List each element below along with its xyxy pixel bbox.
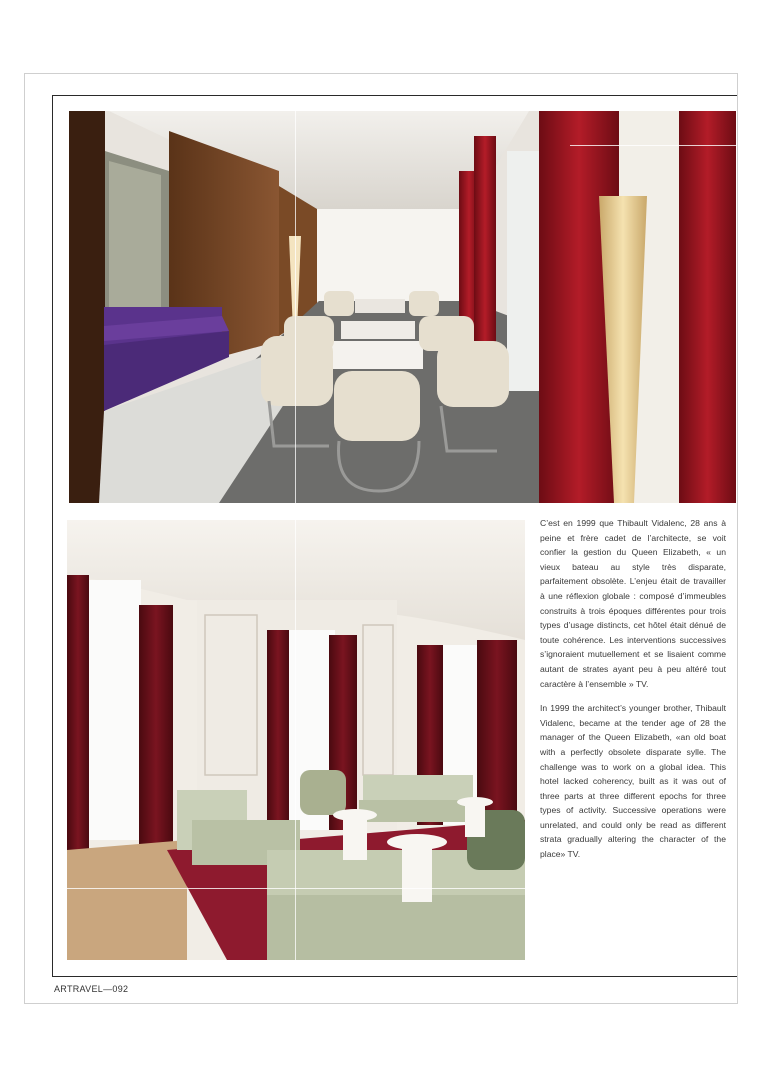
horizontal-rule-top [570,145,736,146]
lounge-illustration [67,520,525,960]
dining-room-illustration [69,111,736,503]
page-folio: ARTRAVEL—092 [54,984,129,994]
french-paragraph: C’est en 1999 que Thibault Vidalenc, 28 ans à peine et frère cadet de l’architecte, se voit confier la gestion du Queen Elizabeth, « un vieux bateau au style très disparate, parfaitement obsolète. L’enjeu était de travailler à une réflexion globale : composé d’immeubles construits à trois époques différentes pour trois types d’usage distincts, cet hôtel était dénué de toute cohérence. Les interventions successives s’ignoraient mutuellement et se lisaient comme autant de strates ayant peu à peu altéré tout caractère à l’ensemble » TV. [540,518,726,689]
english-paragraph: In 1999 the architect’s younger brother, Thibault Vidalenc, became at the tender age of 28 the manager of the Queen Elizabeth, «an old boat with a perfectly obsolete disparate sylle. The challenge was to work on a global idea. This hotel lacked coherency, built as it was out of three parts at three different epochs for three types of activity. Successive operations were unrelated, and could only be read as different strata gradually altering the character of the place» TV. [540,703,726,860]
lounge-photo [67,520,525,960]
horizontal-rule-bottom [67,888,525,889]
vertical-rule [295,111,296,960]
article-text-column [540,516,726,872]
dining-room-photo [69,111,736,503]
